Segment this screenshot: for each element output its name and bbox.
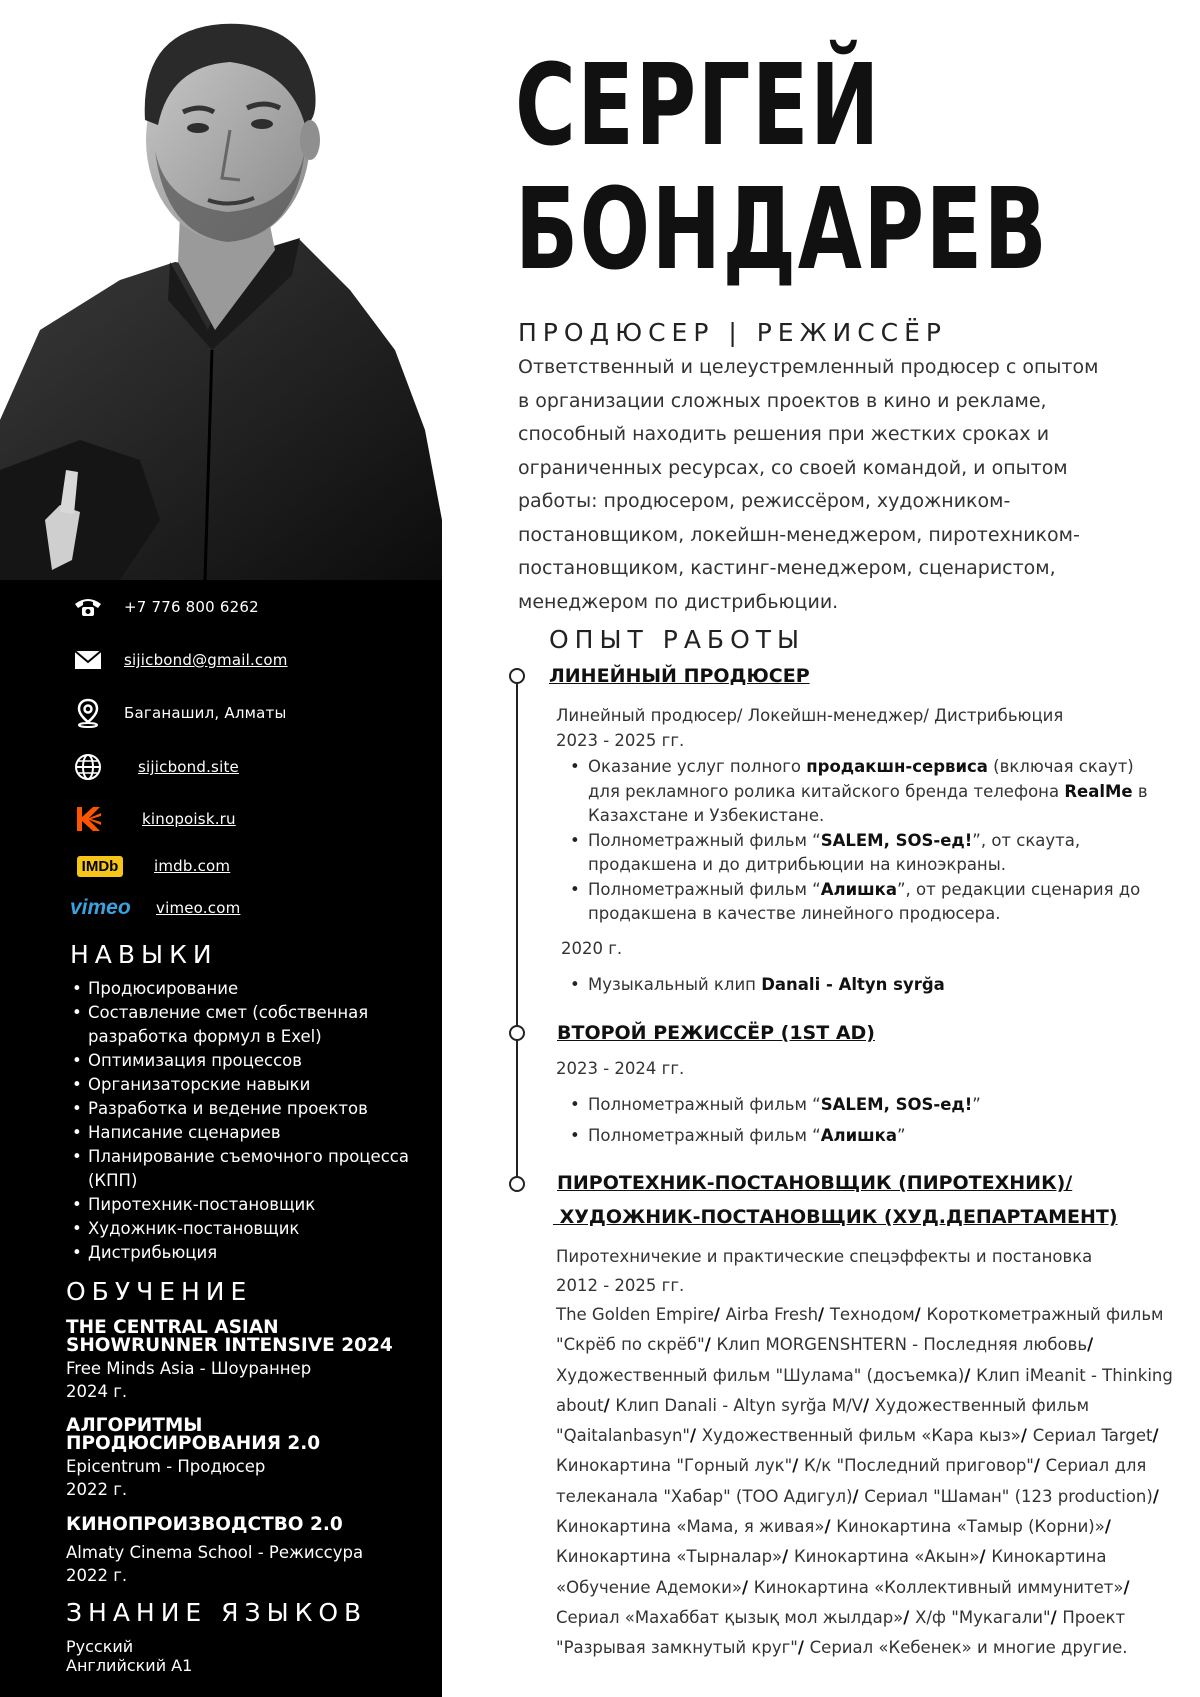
phone-icon (70, 591, 106, 623)
project-item: Кинокартина «Акын» (793, 1547, 980, 1567)
project-item: Художественный фильм "Qaitalanbasyn" (556, 1395, 1090, 1446)
vimeo-logo-icon: vimeo (70, 896, 131, 919)
first-name: СЕРГЕЙ (515, 41, 881, 171)
project-item: Художественный фильм «Кара кыз» (701, 1426, 1021, 1446)
project-separator: / (1050, 1607, 1063, 1627)
skill-item: • Планирование съемочного процесса (КПП) (70, 1145, 430, 1193)
bullet-item: • Полнометражный фильм “SALEM, SOS-ед!” (570, 1089, 1170, 1120)
project-separator: / (818, 1305, 830, 1324)
project-separator: / (1123, 1577, 1130, 1597)
bullet-item: • Полнометражный фильм “SALEM, SOS-ед!”, от скаута, продакшена и до дитрибьюции на киноэкраны. (570, 829, 1170, 878)
education-title: АЛГОРИТМЫ ПРОДЮСИРОВАНИЯ 2.0 (66, 1415, 321, 1454)
project-item: Клип iMeanit - Thinking about (556, 1365, 1173, 1415)
kinopoisk-logo-icon (70, 803, 106, 835)
job-period: 2023 - 2024 гг. (556, 1059, 685, 1078)
timeline-dot (509, 1176, 525, 1192)
project-separator: / (792, 1456, 805, 1476)
project-separator: / (979, 1547, 992, 1567)
project-item: Сериал для телеканала "Хабар" (ТОО Адигул) (556, 1456, 1147, 1506)
project-separator: / (903, 1607, 916, 1627)
job-details: Пиротехничекие и практические спецэффекты и постановка 2012 - 2025 гг. (556, 1247, 1093, 1295)
job-title: ВТОРОЙ РЕЖИССЁР (1ST AD) (557, 1022, 875, 1044)
project-item: Кинокартина «Коллективный иммунитет» (753, 1577, 1124, 1597)
portrait-illustration (0, 0, 442, 580)
education-title: КИНОПРОИЗВОДСТВО 2.0 (66, 1514, 343, 1535)
experience-heading: ОПЫТ РАБОТЫ (549, 625, 806, 654)
project-separator: / (704, 1335, 717, 1355)
education-heading: ОБУЧЕНИЕ (66, 1277, 253, 1306)
job-title: ХУДОЖНИК-ПОСТАНОВЩИК (ХУД.ДЕПАРТАМЕНТ) (553, 1206, 1118, 1228)
contact-location (70, 697, 287, 729)
website-link[interactable]: sijicbond.site (138, 758, 239, 776)
contact-email[interactable] (70, 644, 288, 676)
job-bullets (570, 973, 1170, 998)
project-separator: / (713, 1305, 726, 1324)
education-title: THE CENTRAL ASIAN SHOWRUNNER INTENSIVE 2024 (66, 1317, 393, 1356)
project-separator: / (1104, 1517, 1111, 1537)
contact-imdb[interactable] (70, 850, 230, 882)
kinopoisk-link[interactable]: kinopoisk.ru (142, 810, 236, 828)
bullet-item: • Полнометражный фильм “Алишка” (570, 1120, 1170, 1151)
project-item: Airba Fresh (725, 1305, 819, 1324)
project-item: Кинокартина "Горный лук" (556, 1456, 793, 1476)
email-icon (70, 644, 106, 676)
project-item: Проект "Разрывая замкнутый круг" (556, 1607, 1126, 1658)
project-item: Кинокартина «Обучение Адемоки» (556, 1547, 1107, 1597)
project-item: К/к "Последний приговор" (804, 1456, 1034, 1476)
skill-item: • Дистрибьюция (70, 1241, 430, 1265)
skill-item: • Написание сценариев (70, 1121, 430, 1145)
project-separator: / (824, 1517, 837, 1537)
language-item: Русский (66, 1637, 134, 1656)
profile-summary: Ответственный и целеустремленный продюсер с опытом в организации сложных проектов в кино и рекламе, способный находить решения при жестких сроках и ограниченных ресурсах, со своей командой, и опытом работы: продюсером, режиссёром, художником-постановщиком, локейшн-менеджером, пиротехником-постановщиком, кастинг-менеджером, сценаристом, менеджером по дистрибьюции. (518, 356, 1099, 613)
imdb-logo-icon: IMDb (70, 850, 130, 882)
skill-item: • Разработка и ведение проектов (70, 1097, 430, 1121)
profile-photo (0, 0, 442, 580)
project-separator: / (603, 1395, 616, 1415)
job-bullets (570, 755, 1170, 927)
job-title: ПИРОТЕХНИК-ПОСТАНОВЩИК (ПИРОТЕХНИК)/ (557, 1172, 1073, 1194)
imdb-link[interactable]: imdb.com (154, 857, 231, 875)
skills-list (70, 977, 430, 1265)
skill-item: • Организаторские навыки (70, 1073, 430, 1097)
full-name (515, 41, 1049, 295)
education-details: Almaty Cinema School - Режиссура 2022 г. (66, 1543, 364, 1585)
skill-item: • Художник-постановщик (70, 1217, 430, 1241)
project-separator: / (964, 1365, 977, 1385)
project-item: Кинокартина «Тамыр (Корни)» (836, 1517, 1105, 1537)
project-item: Сериал Target (1032, 1426, 1153, 1446)
education-details: Free Minds Asia - Шоураннер 2024 г. (66, 1359, 312, 1401)
project-item: Короткометражный фильм "Скрёб по скрёб" (556, 1305, 1164, 1355)
project-separator: / (862, 1395, 875, 1415)
job-period: 2020 г. (561, 939, 623, 958)
project-separator: / (1087, 1335, 1094, 1355)
project-separator: / (914, 1305, 927, 1324)
project-item: Сериал «Махаббат қызық мол жылдар» (556, 1607, 904, 1627)
bullet-item: • Полнометражный фильм “Алишка”, от редакции сценария до продакшена в качестве линейного продюсера. (570, 878, 1170, 927)
skill-item: • Оптимизация процессов (70, 1049, 430, 1073)
skills-heading: НАВЫКИ (70, 940, 218, 969)
contact-website[interactable] (70, 751, 239, 783)
contact-vimeo[interactable] (70, 892, 240, 924)
bullet-item: • Музыкальный клип Danali - Altyn syrğa (570, 973, 1170, 998)
job-role: ПРОДЮСЕР | РЕЖИССЁР (518, 318, 948, 347)
last-name: БОНДАРЕВ (515, 165, 1049, 295)
job-bullets (570, 1089, 1170, 1151)
languages-heading: ЗНАНИЕ ЯЗЫКОВ (66, 1598, 368, 1627)
phone-number: +7 776 800 6262 (124, 598, 259, 616)
project-separator: / (1152, 1486, 1159, 1506)
skill-item: • Продюсирование (70, 977, 430, 1001)
skill-item: • Пиротехник-постановщик (70, 1193, 430, 1217)
project-separator: / (742, 1577, 754, 1597)
language-item: Английский А1 (66, 1656, 193, 1675)
skill-item: • Составление смет (собственная разработка формул в Exel) (70, 1001, 430, 1049)
job-details: Линейный продюсер/ Локейшн-менеджер/ Дистрибьюция 2023 - 2025 гг. (556, 706, 1064, 750)
project-item: Кинокартина «Тырналар» (556, 1547, 783, 1567)
project-item: Кинокартина «Мама, я живая» (556, 1517, 825, 1537)
project-item: Клип Danali - Altyn syrğa M/V (615, 1395, 863, 1415)
vimeo-link[interactable]: vimeo.com (156, 899, 241, 917)
job-title: ЛИНЕЙНЫЙ ПРОДЮСЕР (549, 665, 810, 687)
project-item: The Golden Empire (556, 1305, 714, 1324)
education-details: Epicentrum - Продюсер 2022 г. (66, 1457, 266, 1499)
project-item: Художественный фильм "Шулама" (досъемка) (556, 1365, 965, 1385)
project-separator: / (690, 1426, 702, 1446)
project-item: Сериал "Шаман" (123 production) (864, 1486, 1153, 1506)
location-text: Баганашил, Алматы (124, 704, 287, 722)
project-item: Клип MORGENSHTERN - Последняя любовь (716, 1335, 1088, 1355)
bullet-item: • Оказание услуг полного продакшн-сервиса (включая скаут) для рекламного ролика китайского бренда телефона RealMe в Казахстане и Узбекистане. (570, 755, 1170, 829)
timeline-dot (509, 1025, 525, 1041)
project-item: Х/ф "Мукагали" (915, 1607, 1051, 1627)
languages-list (66, 1637, 192, 1675)
project-item: Сериал «Кебенек» и многие другие. (809, 1638, 1128, 1658)
project-list (556, 1300, 1186, 1664)
contact-phone[interactable] (70, 591, 259, 623)
timeline-line (516, 675, 518, 1185)
contact-kinopoisk[interactable] (70, 803, 236, 835)
project-separator: / (782, 1547, 794, 1567)
email-link[interactable]: sijicbond@gmail.com (124, 651, 288, 669)
project-separator: / (1033, 1456, 1046, 1476)
project-separator: / (797, 1638, 810, 1658)
timeline-dot (509, 668, 525, 684)
location-pin-icon (70, 697, 106, 729)
project-separator: / (852, 1486, 865, 1506)
project-item: Технодом (829, 1305, 915, 1324)
project-separator: / (1020, 1426, 1033, 1446)
globe-icon (70, 751, 106, 783)
project-separator: / (1152, 1426, 1159, 1446)
